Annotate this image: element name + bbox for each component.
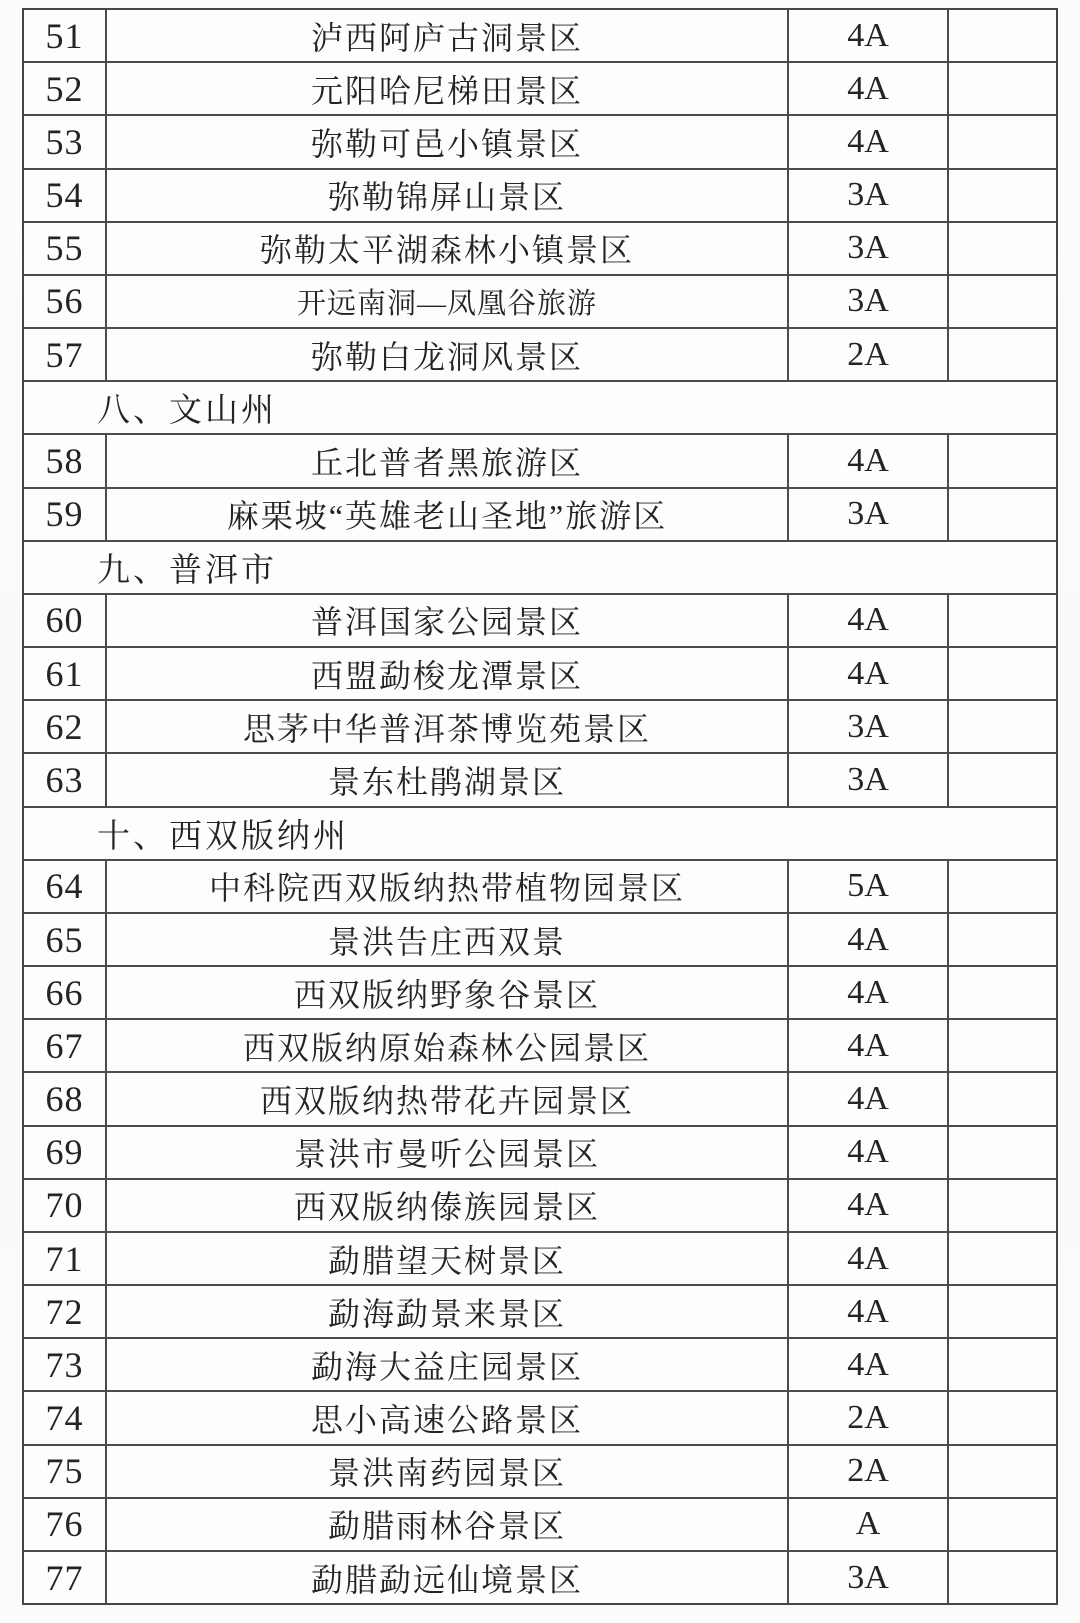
row-number: 76 <box>24 1499 107 1550</box>
scenic-area-name: 弥勒白龙洞风景区 <box>107 329 789 380</box>
scenic-area-name: 普洱国家公园景区 <box>107 595 789 646</box>
rating-grade: 4A <box>789 914 949 965</box>
scenic-area-name: 开远南洞—凤凰谷旅游 <box>107 276 789 327</box>
remark-cell <box>949 116 1056 167</box>
table-row <box>24 914 1056 967</box>
rating-grade: 3A <box>789 1552 949 1603</box>
rating-grade: 2A <box>789 329 949 380</box>
rating-grade: 2A <box>789 1392 949 1443</box>
table-row <box>24 861 1056 914</box>
scenic-area-name: 西盟勐梭龙潭景区 <box>107 648 789 699</box>
rating-grade: 3A <box>789 701 949 752</box>
rating-grade: 4A <box>789 1339 949 1390</box>
rating-grade: 3A <box>789 223 949 274</box>
rating-grade: 4A <box>789 967 949 1018</box>
remark-cell <box>949 1020 1056 1071</box>
rating-grade: 2A <box>789 1446 949 1497</box>
rating-grade: 3A <box>789 489 949 540</box>
rating-grade: 4A <box>789 1286 949 1337</box>
rating-grade: 4A <box>789 1180 949 1231</box>
scenic-area-name: 麻栗坡“英雄老山圣地”旅游区 <box>107 489 789 540</box>
table-row <box>24 648 1056 701</box>
row-number: 53 <box>24 116 107 167</box>
remark-cell <box>949 1180 1056 1231</box>
table-row <box>24 1127 1056 1180</box>
rating-grade: 4A <box>789 116 949 167</box>
row-number: 58 <box>24 435 107 486</box>
table-row <box>24 1339 1056 1392</box>
scenic-area-name: 勐海大益庄园景区 <box>107 1339 789 1390</box>
scenic-area-name: 丘北普者黑旅游区 <box>107 435 789 486</box>
remark-cell <box>949 170 1056 221</box>
table-row <box>24 329 1056 382</box>
scenic-area-name: 西双版纳野象谷景区 <box>107 967 789 1018</box>
scenic-area-name: 景洪告庄西双景 <box>107 914 789 965</box>
table-row <box>24 10 1056 63</box>
row-number: 77 <box>24 1552 107 1603</box>
row-number: 73 <box>24 1339 107 1390</box>
scenic-area-name: 思小高速公路景区 <box>107 1392 789 1443</box>
scenic-area-name: 弥勒锦屏山景区 <box>107 170 789 221</box>
table-row <box>24 116 1056 169</box>
section-header-row <box>24 542 1056 595</box>
remark-cell <box>949 914 1056 965</box>
row-number: 61 <box>24 648 107 699</box>
scenic-area-name: 泸西阿庐古洞景区 <box>107 10 789 61</box>
table-row <box>24 435 1056 488</box>
section-header-row <box>24 382 1056 435</box>
rating-grade: 4A <box>789 63 949 114</box>
rating-grade: 4A <box>789 1233 949 1284</box>
remark-cell <box>949 1286 1056 1337</box>
remark-cell <box>949 595 1056 646</box>
scenic-area-name: 弥勒可邑小镇景区 <box>107 116 789 167</box>
rating-grade: 4A <box>789 435 949 486</box>
remark-cell <box>949 1233 1056 1284</box>
rating-grade: A <box>789 1499 949 1550</box>
table-row <box>24 967 1056 1020</box>
scenic-area-name: 勐腊雨林谷景区 <box>107 1499 789 1550</box>
remark-cell <box>949 1499 1056 1550</box>
scenic-area-name: 勐海勐景来景区 <box>107 1286 789 1337</box>
row-number: 67 <box>24 1020 107 1071</box>
remark-cell <box>949 276 1056 327</box>
scenic-area-name: 思茅中华普洱茶博览苑景区 <box>107 701 789 752</box>
row-number: 72 <box>24 1286 107 1337</box>
remark-cell <box>949 1552 1056 1603</box>
section-title: 九、普洱市 <box>97 552 277 589</box>
row-number: 51 <box>24 10 107 61</box>
table-row <box>24 1499 1056 1552</box>
row-number: 57 <box>24 329 107 380</box>
scenic-area-name: 景东杜鹃湖景区 <box>107 754 789 805</box>
scenic-area-name: 西双版纳原始森林公园景区 <box>107 1020 789 1071</box>
row-number: 64 <box>24 861 107 912</box>
row-number: 68 <box>24 1073 107 1124</box>
remark-cell <box>949 1073 1056 1124</box>
table-row <box>24 1233 1056 1286</box>
row-number: 63 <box>24 754 107 805</box>
section-title: 十、西双版纳州 <box>97 818 349 855</box>
row-number: 62 <box>24 701 107 752</box>
remark-cell <box>949 1127 1056 1178</box>
table-row <box>24 754 1056 807</box>
row-number: 54 <box>24 170 107 221</box>
remark-cell <box>949 223 1056 274</box>
table-row <box>24 1286 1056 1339</box>
scenic-area-name: 弥勒太平湖森林小镇景区 <box>107 223 789 274</box>
remark-cell <box>949 489 1056 540</box>
row-number: 56 <box>24 276 107 327</box>
row-number: 74 <box>24 1392 107 1443</box>
rating-grade: 3A <box>789 276 949 327</box>
rating-grade: 5A <box>789 861 949 912</box>
row-number: 75 <box>24 1446 107 1497</box>
table-row <box>24 1020 1056 1073</box>
row-number: 60 <box>24 595 107 646</box>
table-row <box>24 1073 1056 1126</box>
remark-cell <box>949 967 1056 1018</box>
scenic-area-name: 景洪市曼听公园景区 <box>107 1127 789 1178</box>
rating-grade: 4A <box>789 1073 949 1124</box>
section-header-row <box>24 808 1056 861</box>
table-row <box>24 223 1056 276</box>
table-row <box>24 170 1056 223</box>
remark-cell <box>949 754 1056 805</box>
scenic-area-rating-table <box>22 8 1058 1605</box>
row-number: 52 <box>24 63 107 114</box>
table-row <box>24 1446 1056 1499</box>
table-row <box>24 1180 1056 1233</box>
remark-cell <box>949 1392 1056 1443</box>
table-row <box>24 1392 1056 1445</box>
remark-cell <box>949 329 1056 380</box>
table-row <box>24 1552 1056 1603</box>
remark-cell <box>949 63 1056 114</box>
remark-cell <box>949 1339 1056 1390</box>
row-number: 69 <box>24 1127 107 1178</box>
row-number: 55 <box>24 223 107 274</box>
scenic-area-name: 西双版纳傣族园景区 <box>107 1180 789 1231</box>
rating-grade: 4A <box>789 595 949 646</box>
section-title: 八、文山州 <box>97 393 277 430</box>
rating-grade: 3A <box>789 170 949 221</box>
scenic-area-name: 中科院西双版纳热带植物园景区 <box>107 861 789 912</box>
scenic-area-name: 勐腊望天树景区 <box>107 1233 789 1284</box>
table-row <box>24 701 1056 754</box>
rating-grade: 4A <box>789 648 949 699</box>
table-row <box>24 595 1056 648</box>
remark-cell <box>949 10 1056 61</box>
remark-cell <box>949 1446 1056 1497</box>
scenic-area-name: 元阳哈尼梯田景区 <box>107 63 789 114</box>
row-number: 59 <box>24 489 107 540</box>
scenic-area-name: 西双版纳热带花卉园景区 <box>107 1073 789 1124</box>
remark-cell <box>949 701 1056 752</box>
scenic-area-name: 景洪南药园景区 <box>107 1446 789 1497</box>
scenic-area-name: 勐腊勐远仙境景区 <box>107 1552 789 1603</box>
remark-cell <box>949 861 1056 912</box>
rating-grade: 3A <box>789 754 949 805</box>
remark-cell <box>949 435 1056 486</box>
rating-grade: 4A <box>789 10 949 61</box>
row-number: 71 <box>24 1233 107 1284</box>
table-row <box>24 489 1056 542</box>
remark-cell <box>949 648 1056 699</box>
row-number: 66 <box>24 967 107 1018</box>
rating-grade: 4A <box>789 1127 949 1178</box>
table-row <box>24 63 1056 116</box>
row-number: 70 <box>24 1180 107 1231</box>
rating-grade: 4A <box>789 1020 949 1071</box>
row-number: 65 <box>24 914 107 965</box>
table-row <box>24 276 1056 329</box>
